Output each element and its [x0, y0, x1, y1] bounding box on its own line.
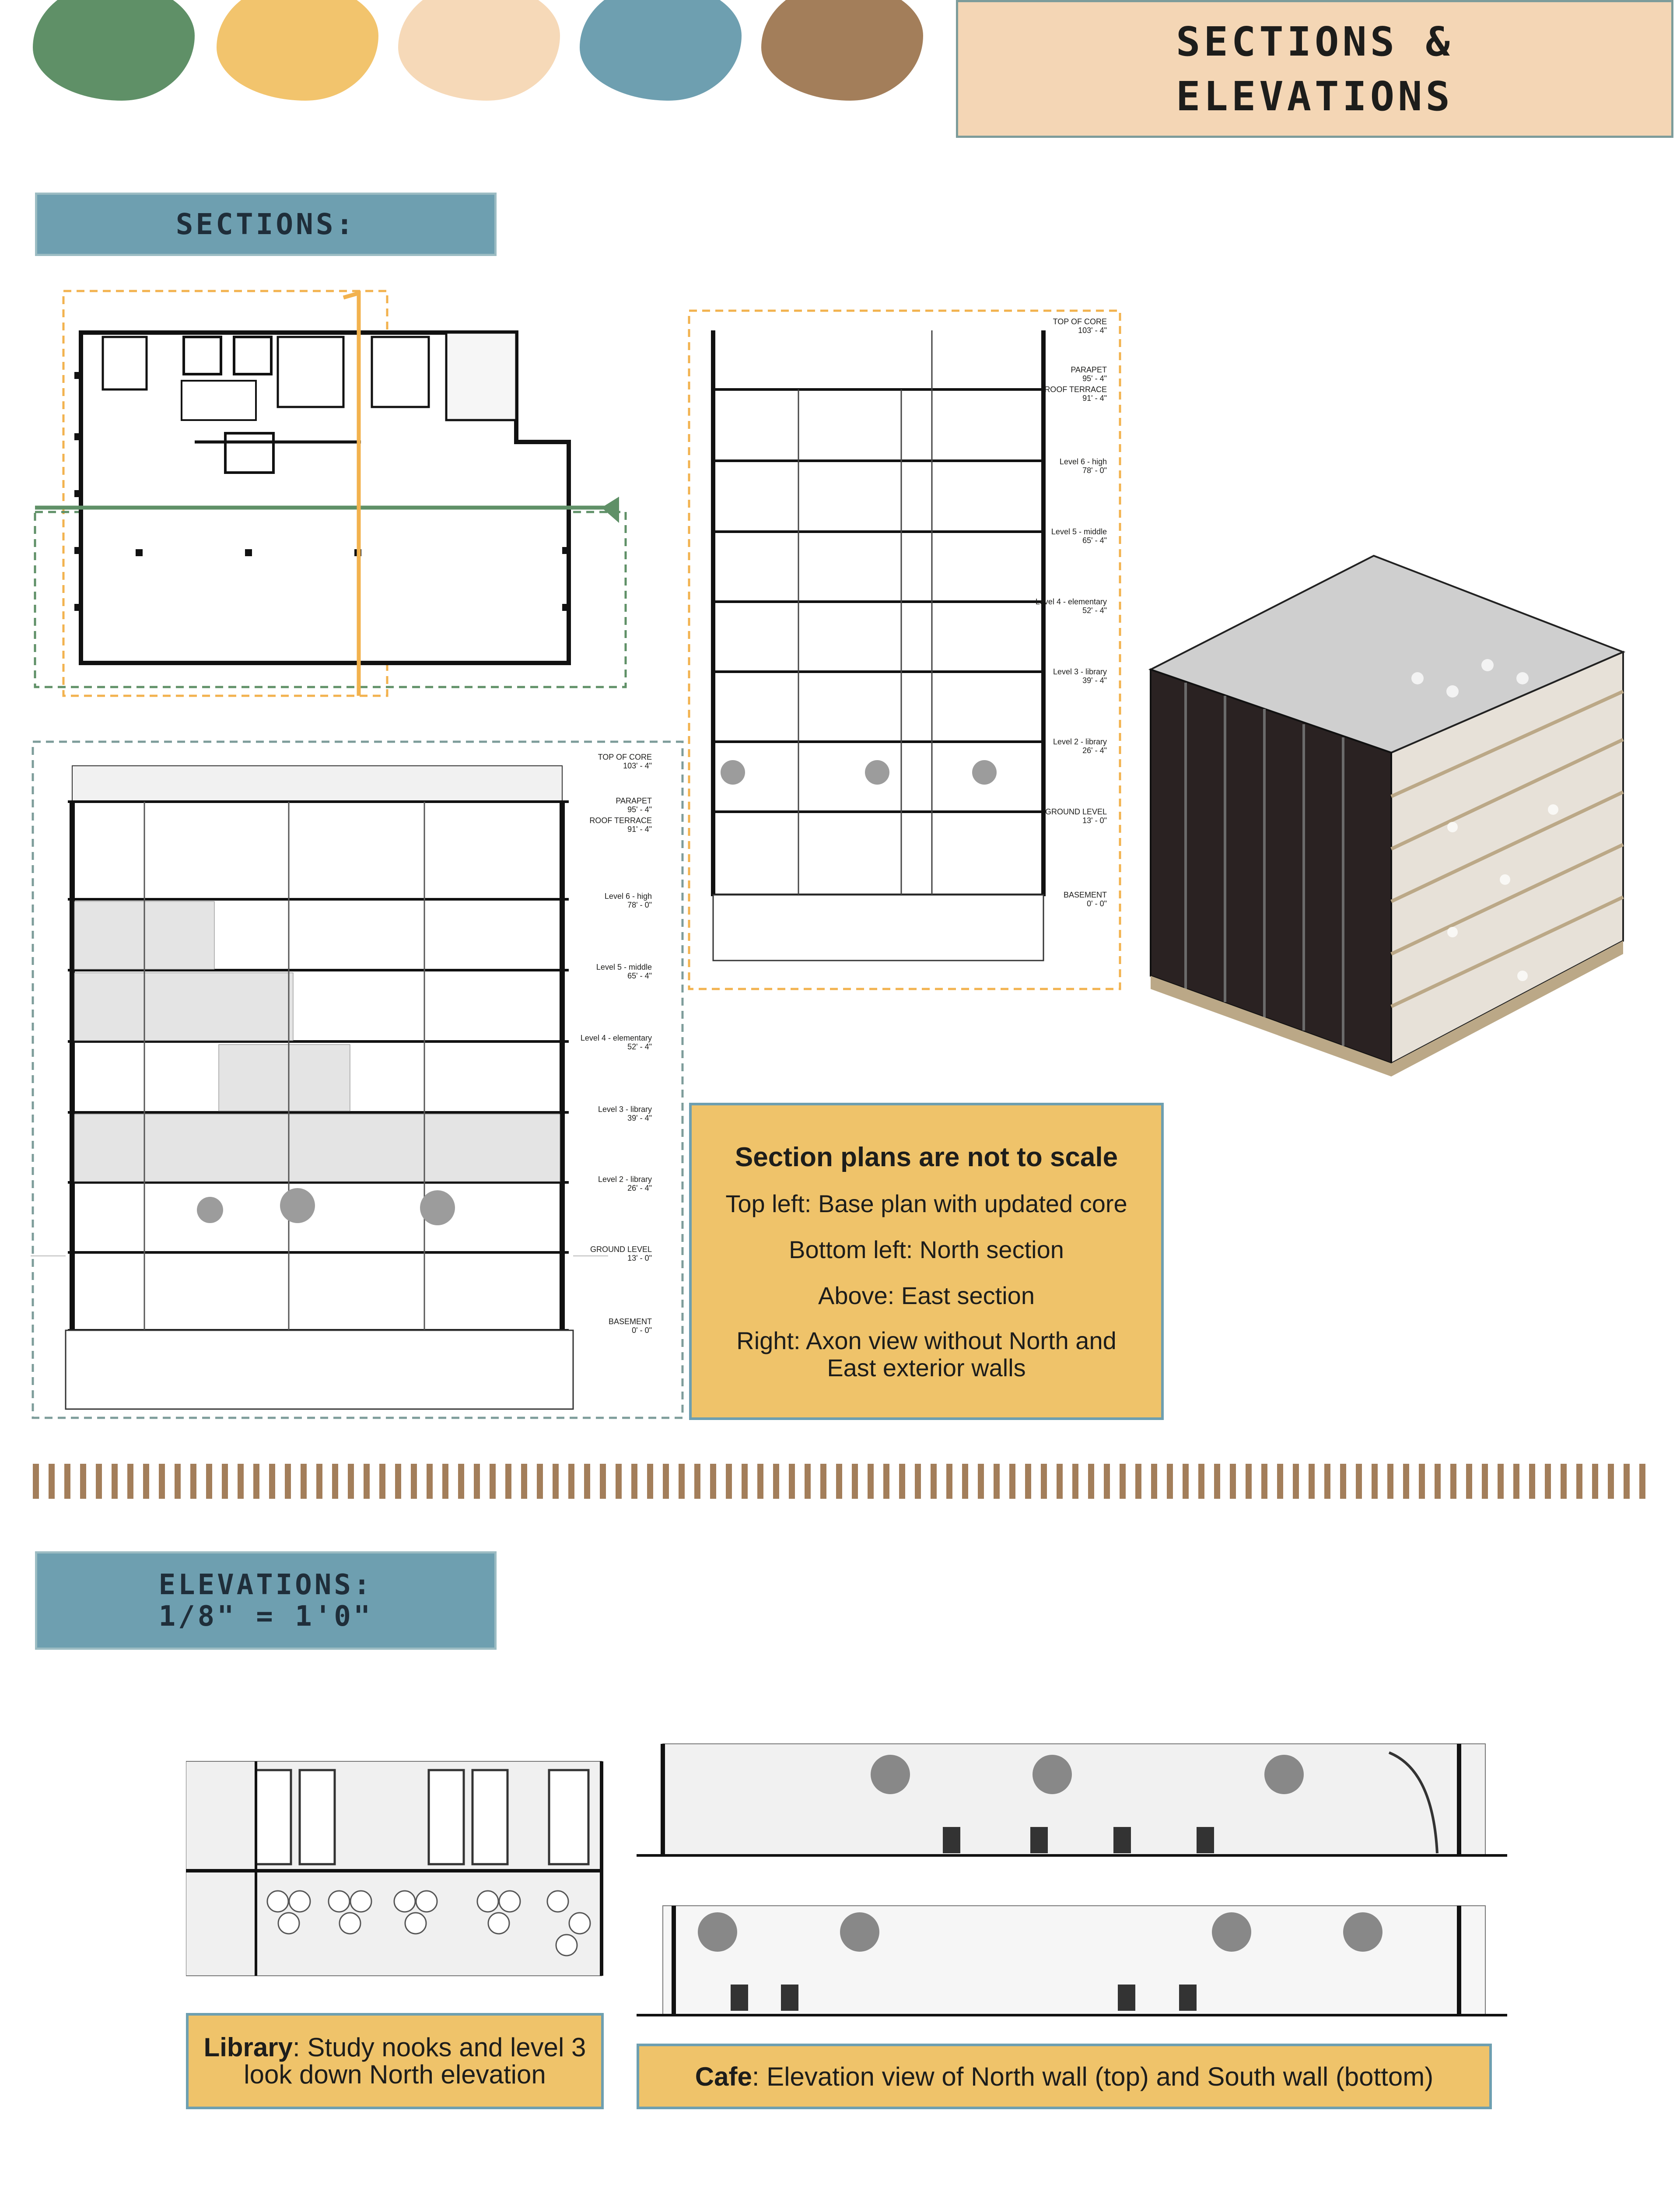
cafe-caption-title: Cafe	[695, 2062, 752, 2091]
level-label: Level 5 - middle 65' - 4"	[1051, 527, 1107, 545]
level-label: Level 2 - library 26' - 4"	[1053, 737, 1107, 755]
cafe-caption	[637, 2044, 1492, 2109]
section-caption-line: Above: East section	[818, 1281, 1035, 1309]
level-label: Level 4 - elementary 52' - 4"	[1035, 597, 1107, 615]
level-label: Level 3 - library 39' - 4"	[1053, 667, 1107, 685]
level-label: Level 5 - middle 65' - 4"	[596, 963, 652, 980]
level-label: Level 6 - high 78' - 0"	[1059, 457, 1107, 475]
library-caption	[186, 2013, 604, 2109]
level-label: BASEMENT 0' - 0"	[608, 1317, 652, 1335]
cafe-north-elevation-drawing	[637, 1739, 1507, 1875]
swatch-peach	[398, 0, 560, 101]
level-label: ROOF TERRACE 91' - 4"	[1044, 385, 1107, 403]
east-section-levels	[998, 317, 1107, 908]
section-caption-line: Right: Axon view without North and East exterior walls	[736, 1326, 1116, 1382]
title-line-2: ELEVATIONS	[1176, 73, 1453, 120]
library-caption-text: : Study nooks and level 3 look down North elevation	[244, 2033, 586, 2089]
swatch-brown	[761, 0, 923, 101]
library-caption-title: Library	[203, 2033, 293, 2062]
page-title	[956, 0, 1673, 138]
section-caption-line: Top left: Base plan with updated core	[725, 1189, 1127, 1217]
level-label: PARAPET 95' - 4"	[616, 796, 652, 814]
base-plan-drawing	[33, 284, 630, 700]
level-label: TOP OF CORE 103' - 4"	[1053, 317, 1107, 335]
section-caption	[689, 1103, 1164, 1420]
library-elevation-drawing	[186, 1757, 606, 1980]
cafe-caption-text: : Elevation view of North wall (top) and South wall (bottom)	[752, 2062, 1434, 2091]
level-label: TOP OF CORE 103' - 4"	[598, 753, 652, 770]
title-line-1: SECTIONS &	[1176, 18, 1453, 65]
swatch-blue	[580, 0, 742, 101]
level-label: PARAPET 95' - 4"	[1071, 365, 1107, 383]
north-section-levels	[542, 753, 652, 1339]
cafe-south-elevation-drawing	[637, 1901, 1507, 2028]
elevations-tag-line-2: 1/8" = 1'0"	[158, 1600, 373, 1633]
level-label: Level 4 - elementary 52' - 4"	[580, 1034, 652, 1051]
level-label: ROOF TERRACE 91' - 4"	[589, 816, 652, 834]
axon-view-drawing	[1146, 547, 1628, 1160]
section-caption-line: Bottom left: North section	[789, 1235, 1064, 1263]
elevations-tag	[35, 1551, 497, 1650]
section-caption-heading: Section plans are not to scale	[735, 1142, 1118, 1172]
level-label: Level 3 - library 39' - 4"	[598, 1105, 652, 1122]
sections-tag-label: SECTIONS:	[175, 207, 356, 241]
swatch-yellow	[217, 0, 378, 101]
section-divider	[33, 1464, 1647, 1499]
level-label: Level 6 - high 78' - 0"	[604, 892, 652, 909]
sections-tag	[35, 193, 497, 256]
level-label: GROUND LEVEL 13' - 0"	[1045, 807, 1107, 825]
level-label: Level 2 - library 26' - 4"	[598, 1175, 652, 1192]
elevations-tag-line-1: ELEVATIONS:	[158, 1568, 373, 1601]
swatch-green	[33, 0, 195, 101]
level-label: GROUND LEVEL 13' - 0"	[590, 1245, 652, 1262]
level-label: BASEMENT 0' - 0"	[1063, 891, 1107, 908]
